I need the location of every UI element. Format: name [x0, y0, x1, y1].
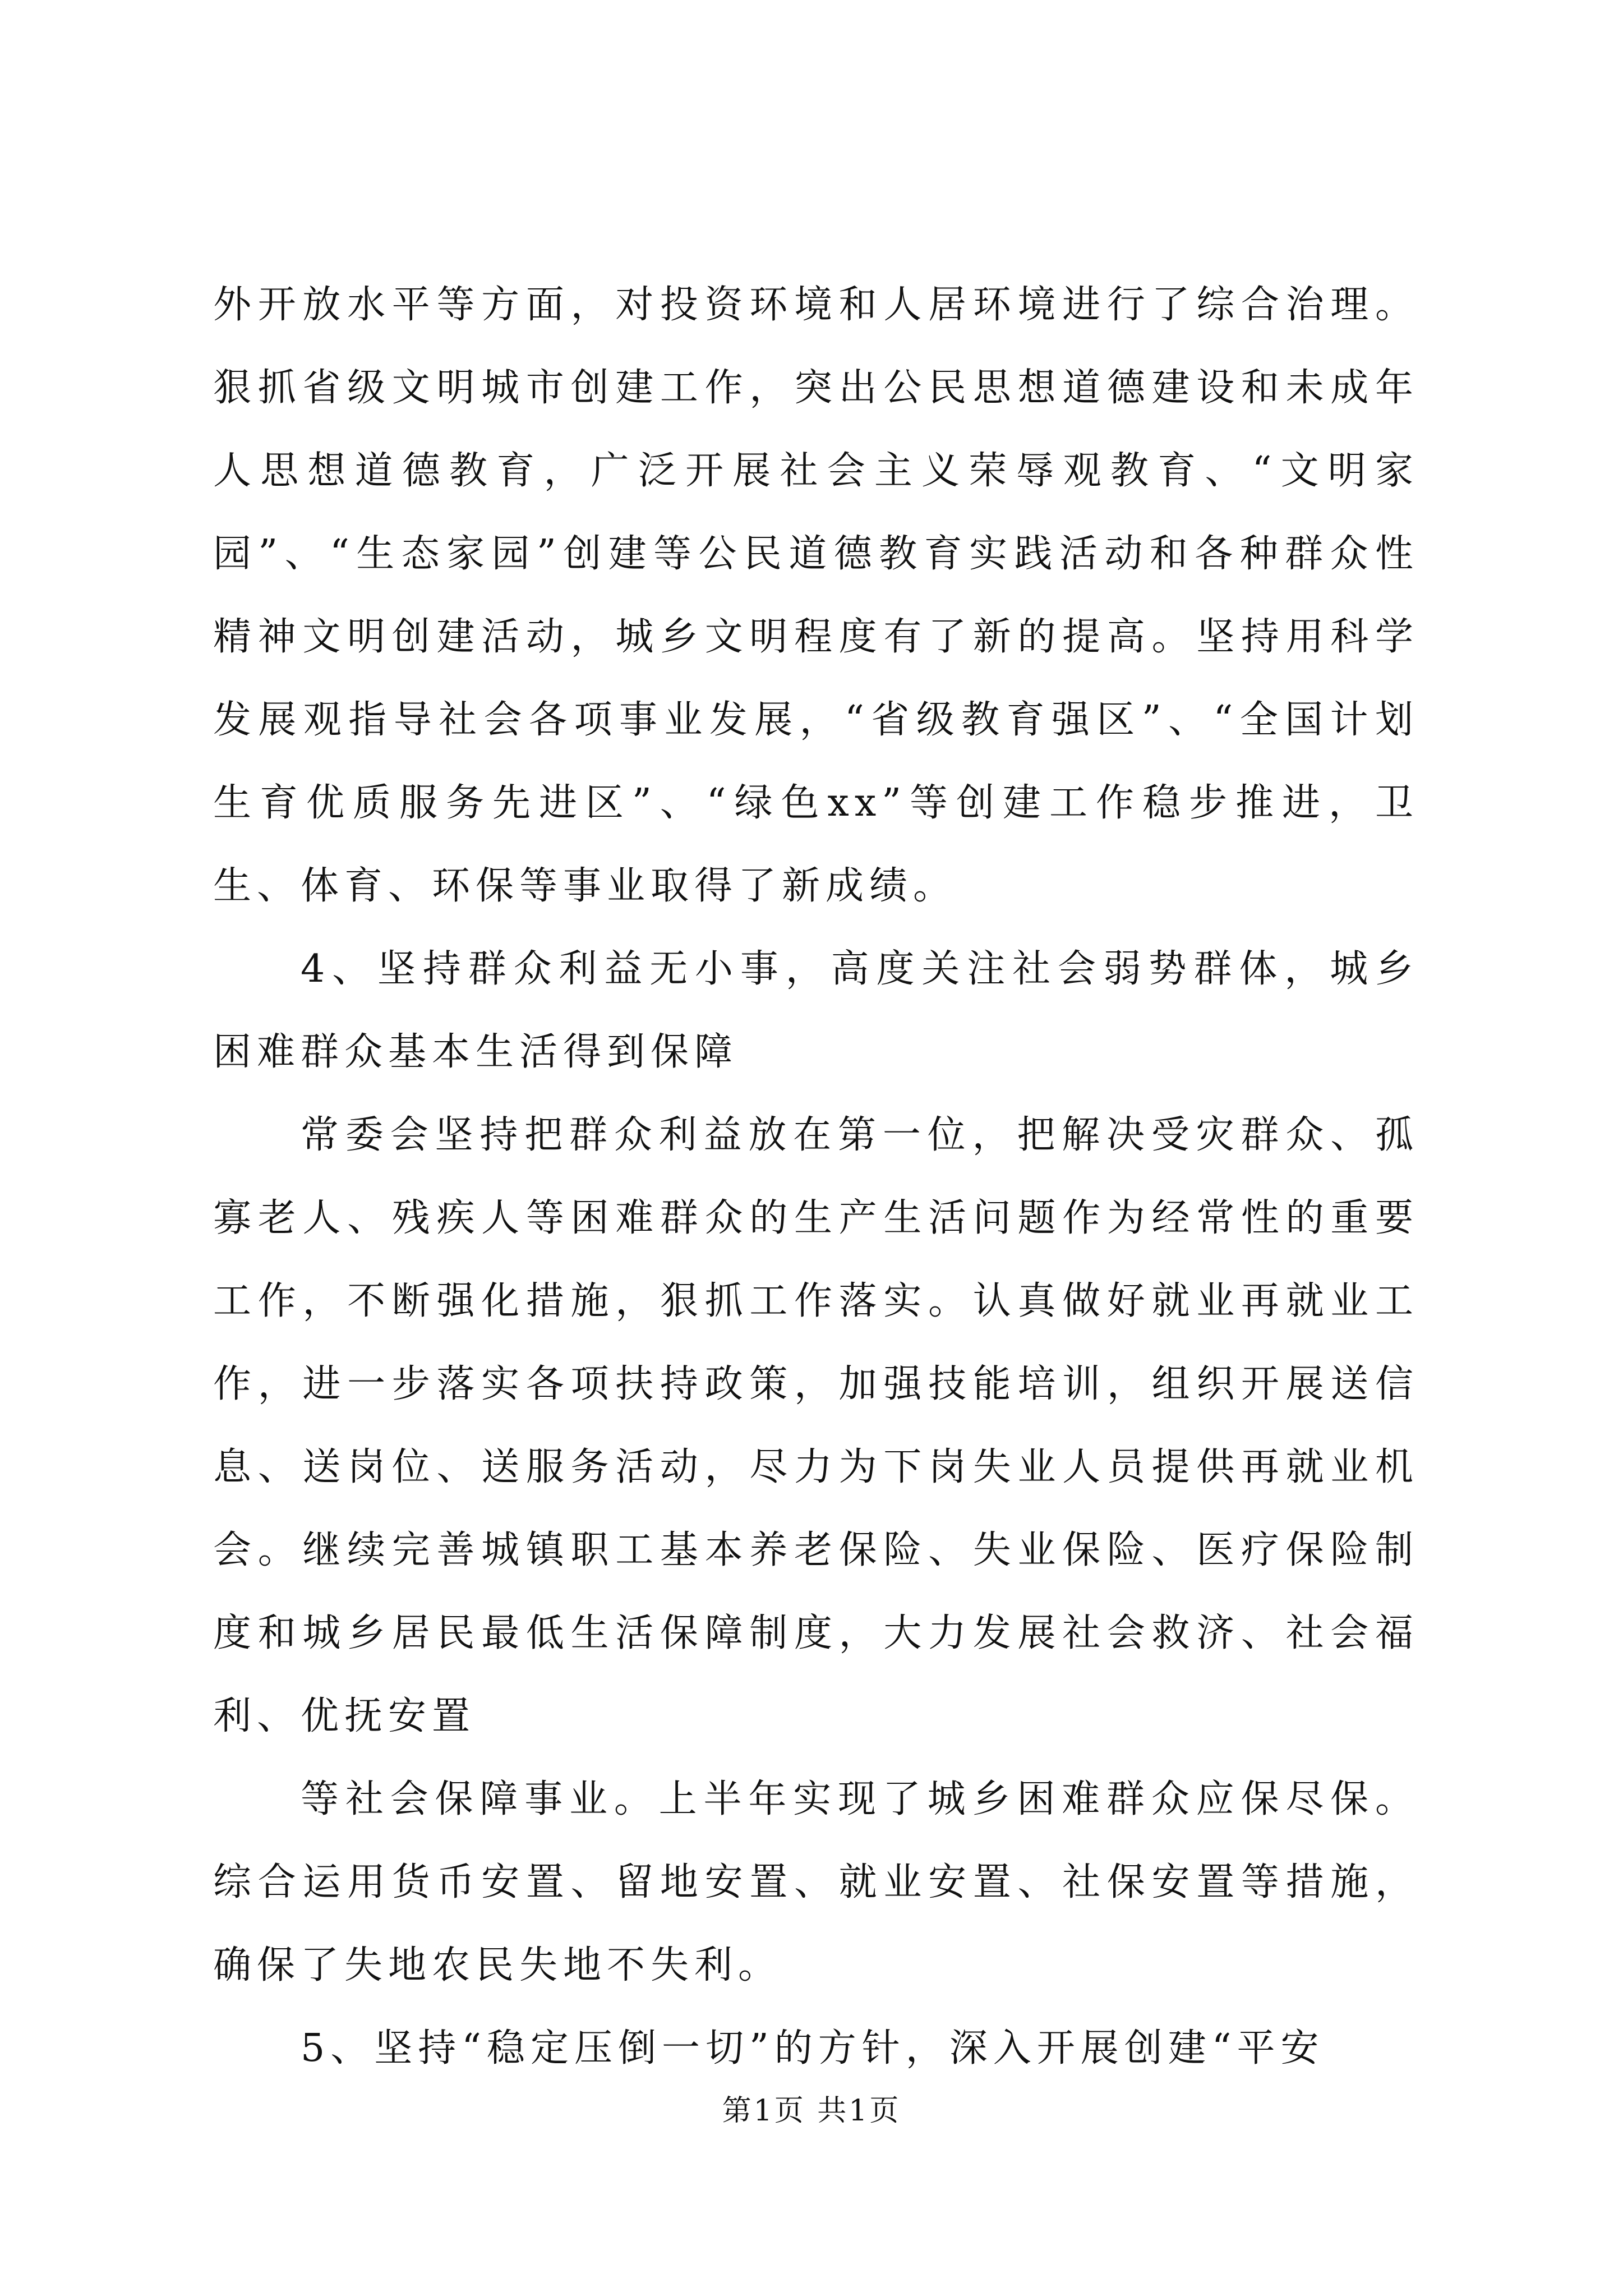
paragraph-governance: 外开放水平等方面，对投资环境和人居环境进行了综合治理。狠抓省级文明城市创建工作，突出公民思想道德建设和未成年人思想道德教育，广泛开展社会主义荣辱观教育、“文明家园”、“生态家园”创建等公民道德教育实践活动和各种群众性精神文明创建活动，城乡文明程度有了新的提高。坚持用科学发展观指导社会各项事业发展，“省级教育强区”、“全国计划生育优质服务先进区”、“绿色xx”等创建工作稳步推进，卫生、体育、环保等事业取得了新成绩。 [213, 283, 1419, 908]
paragraph-social-security-continued: 等社会保障事业。上半年实现了城乡困难群众应保尽保。综合运用货币安置、留地安置、就业安置、社保安置等措施，确保了失地农民失地不失利。 [213, 1777, 1419, 1987]
paragraph-social-security: 常委会坚持把群众利益放在第一位，把解决受灾群众、孤寡老人、残疾人等困难群众的生产生活问题作为经常性的重要工作，不断强化措施，狠抓工作落实。认真做好就业再就业工作，进一步落实各项扶持政策，加强技能培训，组织开展送信息、送岗位、送服务活动，尽力为下岗失业人员提供再就业机会。继续完善城镇职工基本养老保险、失业保险、医疗保险制度和城乡居民最低生活保障制度，大力发展社会救济、社会福利、优抚安置 [213, 1113, 1419, 1738]
heading-item-4: 4、坚持群众利益无小事，高度关注社会弱势群体，城乡困难群众基本生活得到保障 [213, 947, 1419, 1074]
document-body [213, 264, 1419, 2090]
page-footer [0, 2087, 1623, 2129]
heading-item-5: 5、坚持“稳定压倒一切”的方针，深入开展创建“平安 [301, 2026, 1325, 2070]
page-number-label: 第1页 共1页 [722, 2094, 901, 2128]
